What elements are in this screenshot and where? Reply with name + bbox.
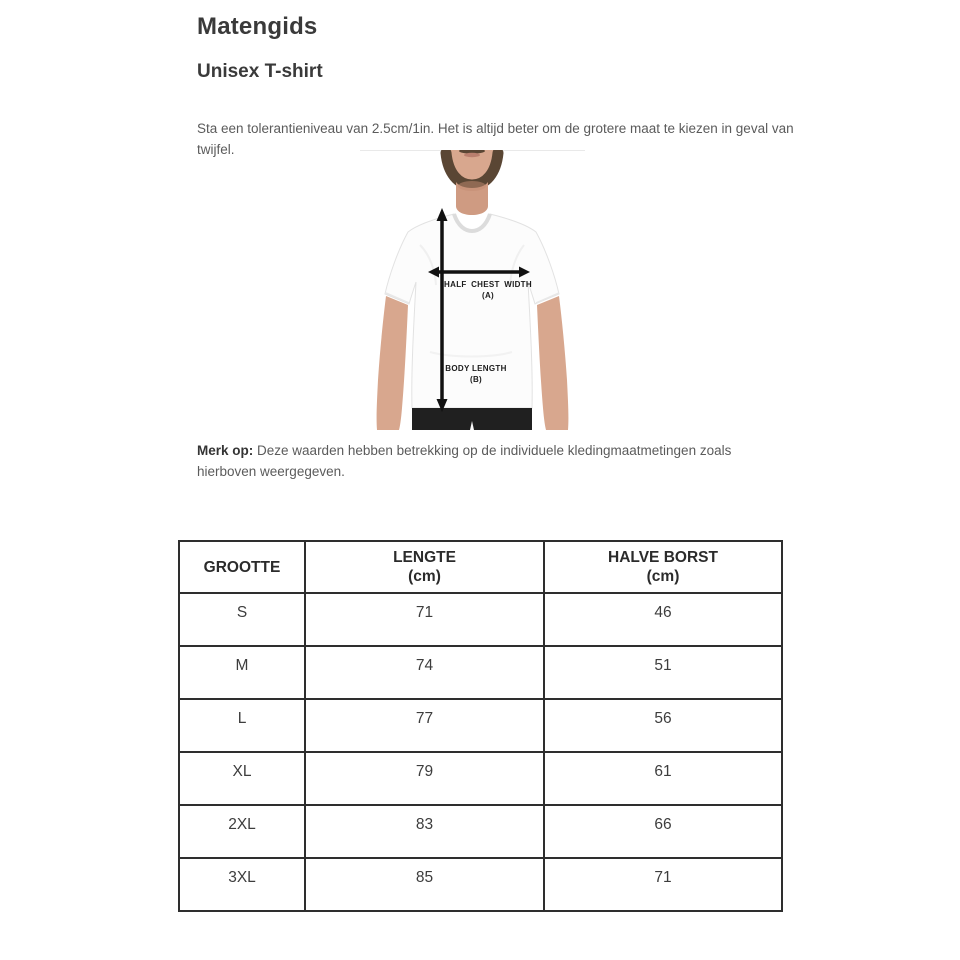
size-table [178,540,783,912]
note-label: Merk op: [197,443,254,458]
size-cell: XL [179,752,305,805]
lengte-cell: 83 [305,805,544,858]
lengte-cell: 74 [305,646,544,699]
lengte-cell: 79 [305,752,544,805]
size-table-header-row [179,541,782,593]
lengte-cell: 71 [305,593,544,646]
chest-width-code: (A) [481,291,495,300]
halve-borst-cell: 51 [544,646,782,699]
size-diagram [360,150,585,430]
size-cell: M [179,646,305,699]
body-length-code: (B) [469,375,483,384]
table-row [179,593,782,646]
table-row [179,805,782,858]
size-cell: 3XL [179,858,305,911]
table-row [179,858,782,911]
header-grootte: GROOTTE [179,541,305,593]
header-lengte: LENGTE (cm) [305,541,544,593]
size-cell: L [179,699,305,752]
halve-borst-cell: 46 [544,593,782,646]
lengte-cell: 85 [305,858,544,911]
table-row [179,752,782,805]
chest-width-label: HALF CHEST WIDTH [444,280,532,289]
halve-borst-cell: 66 [544,805,782,858]
page-title: Matengids [197,13,318,40]
halve-borst-cell: 61 [544,752,782,805]
header-halve-borst: HALVE BORST (cm) [544,541,782,593]
table-row [179,699,782,752]
lips-shape [464,153,480,157]
measurement-note [197,440,752,482]
model-photo [360,150,585,430]
table-row [179,646,782,699]
left-arm-shape [377,296,408,430]
model-figure [377,150,569,430]
note-text: Deze waarden hebben betrekking op de individuele kledingmaatmetingen zoals hierboven weergegeven. [197,443,732,479]
product-name: Unisex T-shirt [197,61,323,82]
halve-borst-cell: 71 [544,858,782,911]
size-cell: 2XL [179,805,305,858]
halve-borst-cell: 56 [544,699,782,752]
body-length-label: BODY LENGTH [445,364,507,373]
neck-shadow [458,181,486,191]
right-arm-shape [537,296,568,430]
lengte-cell: 77 [305,699,544,752]
size-cell: S [179,593,305,646]
tolerance-note: Sta een tolerantieniveau van 2.5cm/1in. Het is altijd beter om de grotere maat te kiezen in geval van twijfel. [197,121,794,157]
